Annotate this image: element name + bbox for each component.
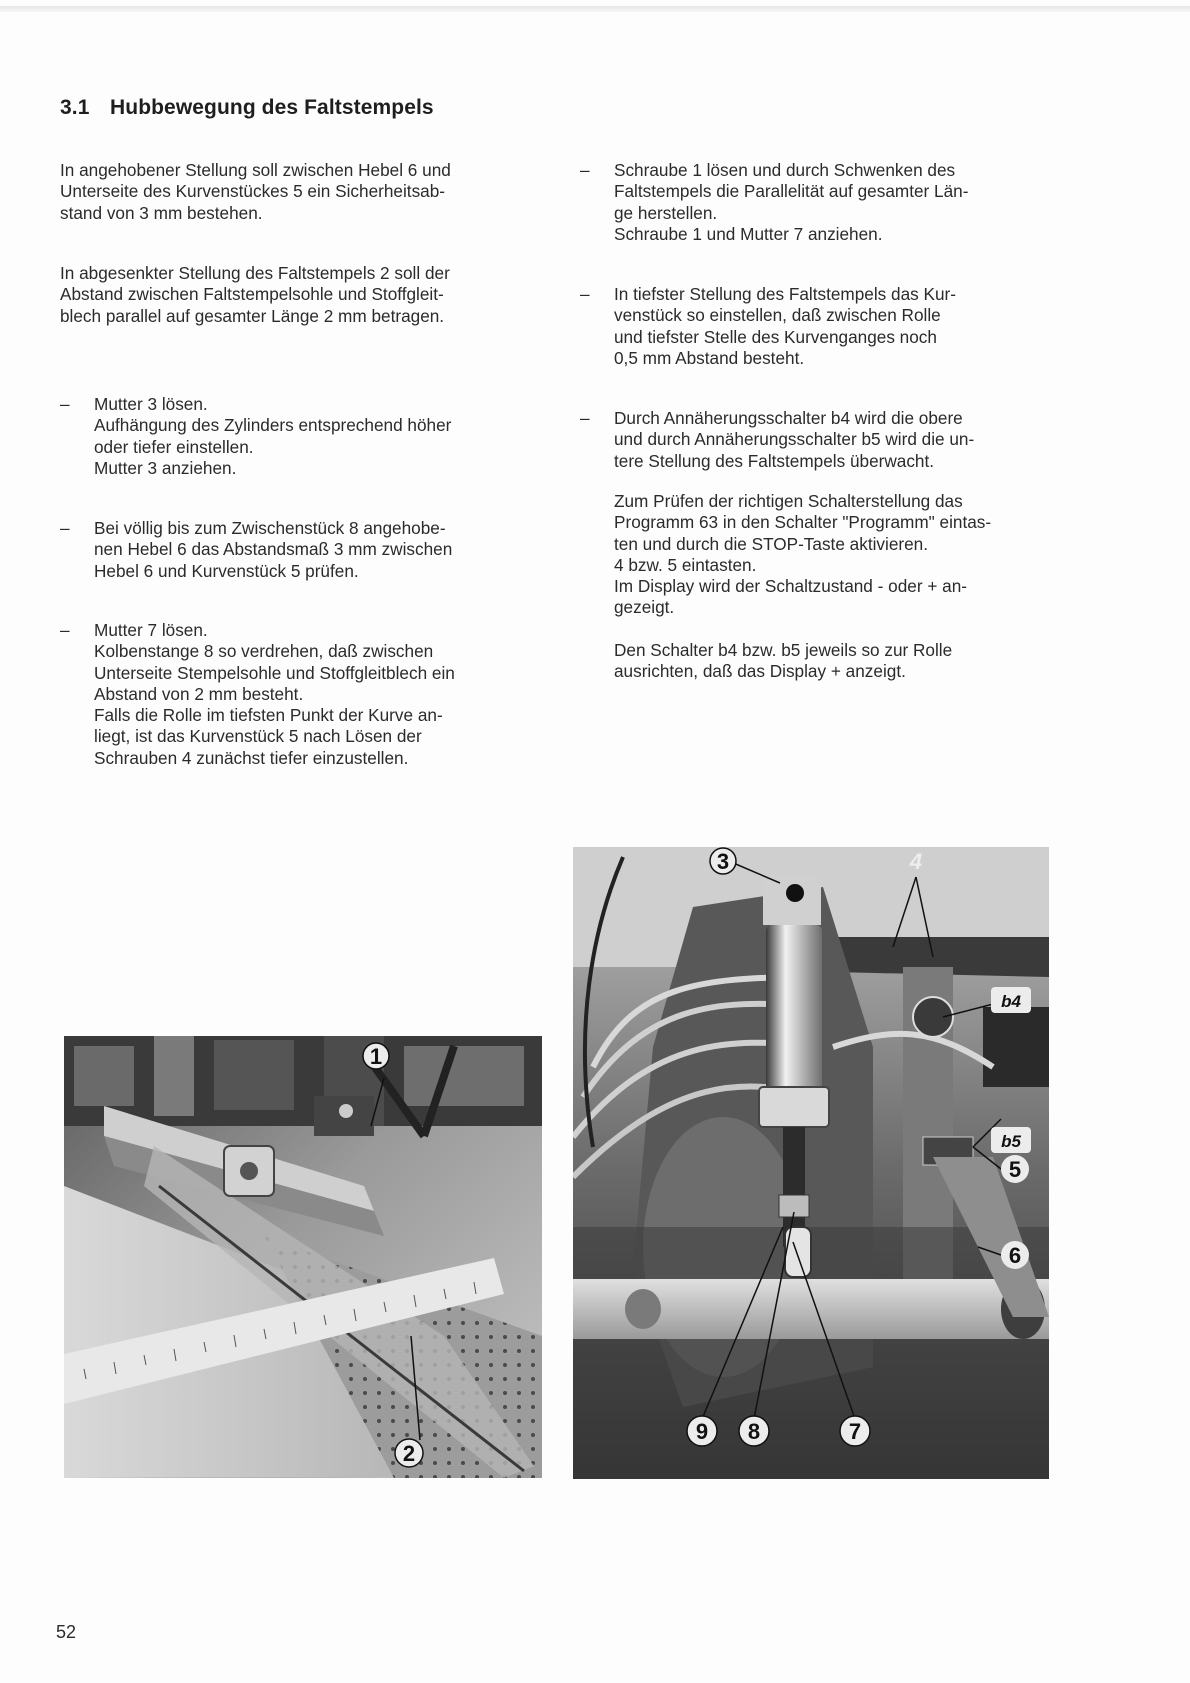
text-line: 0,5 mm Abstand besteht. [614, 347, 805, 368]
list-dash: – [580, 408, 590, 428]
text-line: Bei völlig bis zum Zwischenstück 8 angehobe- [94, 518, 446, 538]
text-line: Abstand von 2 mm besteht. [94, 683, 304, 704]
text-line: Den Schalter b4 bzw. b5 jeweils so zur Rolle [614, 640, 953, 660]
callout-6: 6 [1008, 1243, 1022, 1268]
text-line: Mutter 3 lösen. [94, 394, 208, 414]
text-line: nen Hebel 6 das Abstandsmaß 3 mm zwischen [94, 539, 453, 560]
list-dash: – [580, 284, 590, 304]
step-proximity-switches [580, 408, 1080, 472]
text-line: venstück so einstellen, daß zwischen Rolle [614, 305, 941, 326]
text-line: Schraube 1 und Mutter 7 anziehen. [614, 223, 883, 244]
text-line: Abstand zwischen Faltstempelsohle und Stoffgleit- [60, 284, 444, 305]
folding-stamp-illustration [64, 1036, 542, 1478]
text-line: Schraube 1 lösen und durch Schwenken des [614, 160, 956, 180]
text-line: Programm 63 in den Schalter "Programm" eintas- [614, 512, 992, 533]
text-line: Zum Prüfen der richtigen Schalterstellung das [614, 491, 963, 511]
switch-align-paragraph [614, 640, 1064, 683]
text-line: In angehobener Stellung soll zwischen Hebel 6 und [60, 160, 451, 180]
text-line: Faltstempels die Parallelität auf gesamter Län- [614, 181, 969, 202]
text-line: ten und durch die STOP-Taste aktivieren. [614, 533, 928, 554]
scan-top-edge [0, 6, 1190, 12]
list-dash: – [580, 160, 590, 180]
text-line: Mutter 3 anziehen. [94, 457, 237, 478]
list-dash: – [60, 620, 70, 640]
list-dash: – [60, 394, 70, 414]
callout-2: 2 [402, 1441, 416, 1466]
text-line: stand von 3 mm bestehen. [60, 202, 263, 223]
step-nut-3 [60, 394, 560, 479]
callout-4: 4 [909, 849, 923, 874]
text-line: ge herstellen. [614, 202, 718, 223]
intro-paragraph-2 [60, 263, 550, 327]
step-nut-7 [60, 620, 560, 769]
text-line: Aufhängung des Zylinders entsprechend höher [94, 415, 452, 436]
text-line: Hebel 6 und Kurvenstück 5 prüfen. [94, 560, 359, 581]
callout-5: 5 [1008, 1157, 1022, 1182]
text-line: oder tiefer einstellen. [94, 436, 254, 457]
step-cam-piece [580, 284, 1080, 369]
text-line: In tiefster Stellung des Faltstempels das Kur- [614, 284, 956, 304]
callout-b4: b4 [1001, 992, 1021, 1011]
figure-folding-stamp-photo [64, 1036, 542, 1478]
callout-7: 7 [848, 1419, 862, 1444]
text-line: Schrauben 4 zunächst tiefer einzustellen. [94, 747, 409, 768]
callout-3: 3 [716, 849, 730, 874]
text-line: Kolbenstange 8 so verdrehen, daß zwischen [94, 641, 434, 662]
intro-paragraph-1 [60, 160, 550, 224]
step-check-lever [60, 518, 560, 582]
text-line: gezeigt. [614, 597, 675, 618]
text-line: Im Display wird der Schaltzustand - oder + an- [614, 576, 967, 597]
text-line: liegt, ist das Kurvenstück 5 nach Lösen der [94, 726, 422, 747]
callout-b5: b5 [1001, 1132, 1021, 1151]
text-line: Unterseite Stempelsohle und Stoffgleitblech ein [94, 662, 455, 683]
text-line: Durch Annäherungsschalter b4 wird die obere [614, 408, 963, 428]
section-title: Hubbewegung des Faltstempels [110, 96, 434, 119]
text-line: ausrichten, daß das Display + anzeigt. [614, 661, 906, 682]
callout-9: 9 [695, 1419, 709, 1444]
text-line: In abgesenkter Stellung des Faltstempels 2 soll der [60, 263, 450, 283]
page-number: 52 [56, 1622, 77, 1642]
text-line: Unterseite des Kurvenstückes 5 ein Sicherheitsab- [60, 181, 446, 202]
switch-test-paragraph [614, 491, 1064, 619]
figure-cylinder-photo [573, 847, 1049, 1479]
text-line: tere Stellung des Faltstempels überwacht. [614, 450, 935, 471]
callout-1: 1 [369, 1044, 383, 1069]
text-line: und tiefster Stelle des Kurvenganges noch [614, 326, 937, 347]
section-number: 3.1 [60, 96, 90, 119]
text-line: und durch Annäherungsschalter b5 wird die un- [614, 429, 975, 450]
text-line: Mutter 7 lösen. [94, 620, 208, 640]
text-line: blech parallel auf gesamter Länge 2 mm betragen. [60, 305, 445, 326]
text-line: 4 bzw. 5 eintasten. [614, 554, 757, 575]
cylinder-assembly-illustration [573, 847, 1049, 1479]
text-line: Falls die Rolle im tiefsten Punkt der Kurve an- [94, 705, 443, 726]
list-dash: – [60, 518, 70, 538]
section-heading [60, 96, 434, 120]
step-screw-1 [580, 160, 1080, 245]
callout-8: 8 [747, 1419, 761, 1444]
